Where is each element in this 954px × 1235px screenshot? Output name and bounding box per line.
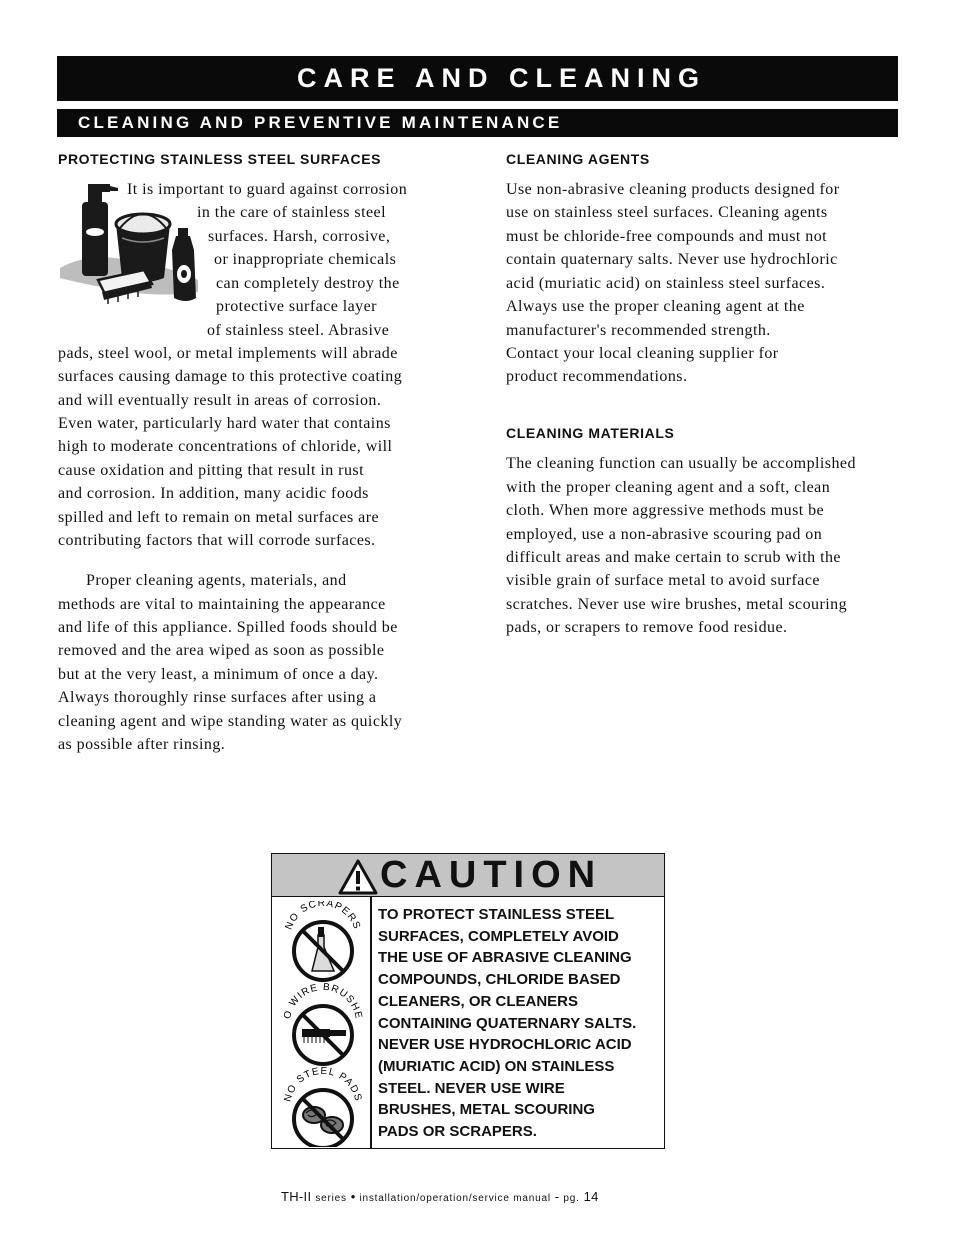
text-line: cause oxidation and pitting that result in rust — [58, 462, 364, 479]
page-number: 14 — [583, 1189, 599, 1204]
text-line: Proper cleaning agents, materials, and — [86, 572, 347, 589]
text-line: can completely destroy the — [216, 275, 400, 292]
caution-divider — [370, 897, 372, 1148]
caution-icons — [278, 901, 368, 1147]
text-line: Even water, particularly hard water that contains — [58, 415, 391, 432]
text-line: Always thoroughly rinse surfaces after using a — [58, 689, 377, 706]
section-title: CARE AND CLEANING — [297, 63, 706, 93]
text-line: contain quaternary salts. Never use hydrochloric — [506, 251, 838, 268]
no-scrapers-icon — [284, 901, 363, 980]
warning-triangle-icon — [338, 859, 378, 895]
no-scrapers-label: NO SCRAPERS — [283, 901, 363, 932]
caution-text — [378, 904, 636, 1143]
caution-title: CAUTION — [380, 854, 603, 896]
caution-text-line: PADS OR SCRAPERS. — [378, 1123, 537, 1141]
text-line: surfaces causing damage to this protective coating — [58, 368, 403, 385]
caution-text-line: STEEL. NEVER USE WIRE — [378, 1079, 565, 1097]
caution-text-line: BRUSHES, METAL SCOURING — [378, 1101, 595, 1119]
text-line: use on stainless steel surfaces. Cleaning agents — [506, 204, 828, 221]
text-line: and corrosion. In addition, many acidic foods — [58, 485, 369, 502]
text-line: scratches. Never use wire brushes, metal scouring — [506, 596, 848, 613]
footer-series: TH-II — [281, 1189, 312, 1204]
subsection-title-bar — [57, 109, 898, 137]
text-line: surfaces. Harsh, corrosive, — [208, 228, 391, 245]
caution-text-line: (MURIATIC ACID) ON STAINLESS — [378, 1057, 615, 1075]
no-steel-pads-label: NO STEEL PADS — [282, 1065, 364, 1104]
footer-bullet: • — [350, 1189, 356, 1204]
caution-text-line: COMPOUNDS, CHLORIDE BASED — [378, 971, 621, 989]
page-footer — [281, 1189, 599, 1204]
text-line: manufacturer's recommended strength. — [506, 322, 771, 339]
text-line: protective surface layer — [216, 298, 377, 315]
caution-text-line: SURFACES, COMPLETELY AVOID — [378, 927, 619, 945]
caution-text-line: CLEANERS, OR CLEANERS — [378, 992, 579, 1010]
caution-box — [271, 853, 665, 1149]
text-line: visible grain of surface metal to avoid surface — [506, 572, 820, 589]
caution-text-line: THE USE OF ABRASIVE CLEANING — [378, 949, 632, 967]
section-title-bar — [57, 56, 898, 101]
text-line: difficult areas and make certain to scrub with the — [506, 549, 841, 566]
text-line: of stainless steel. Abrasive — [207, 322, 390, 339]
text-line: in the care of stainless steel — [197, 204, 386, 221]
footer-dash: - — [554, 1189, 560, 1204]
no-wire-brushes-label: O WIRE BRUSHE — [282, 981, 364, 1021]
protecting-heading: PROTECTING STAINLESS STEEL SURFACES — [58, 151, 382, 167]
text-line: as possible after rinsing. — [58, 736, 226, 753]
text-line: spilled and left to remain on metal surfaces are — [58, 509, 380, 526]
text-line: employed, use a non-abrasive scouring pad on — [506, 526, 823, 543]
text-line: Always use the proper cleaning agent at the — [506, 298, 805, 315]
no-steel-pads-icon — [282, 1066, 363, 1147]
text-line: with the proper cleaning agent and a soft, clean — [506, 479, 831, 496]
text-line: and will eventually result in areas of corrosion. — [58, 392, 382, 409]
text-line: acid (muriatic acid) on stainless steel surfaces. — [506, 275, 826, 292]
text-line: methods are vital to maintaining the appearance — [58, 596, 386, 613]
text-line: pads, steel wool, or metal implements will abrade — [58, 345, 398, 362]
footer-series-word: series — [315, 1193, 347, 1204]
footer-pg: pg. — [563, 1193, 580, 1204]
text-line: but at the very least, a minimum of once a day. — [58, 666, 379, 683]
cleaning-agents-heading: CLEANING AGENTS — [506, 151, 650, 167]
text-line: Use non-abrasive cleaning products designed for — [506, 181, 840, 198]
text-line: and life of this appliance. Spilled foods should be — [58, 619, 398, 636]
text-line: cloth. When more aggressive methods must be — [506, 502, 825, 519]
text-line: high to moderate concentrations of chloride, will — [58, 438, 393, 455]
text-line: It is important to guard against corrosion — [127, 181, 408, 198]
text-line: product recommendations. — [506, 368, 688, 385]
caution-text-line: CONTAINING QUATERNARY SALTS. — [378, 1014, 637, 1032]
caution-text-line: NEVER USE HYDROCHLORIC ACID — [378, 1036, 632, 1054]
cleaning-materials-heading: CLEANING MATERIALS — [506, 425, 675, 441]
text-line: or inappropriate chemicals — [214, 251, 397, 268]
caution-text-line: TO PROTECT STAINLESS STEEL — [378, 906, 615, 923]
cleaning-supplies-icon — [58, 180, 208, 320]
footer-manual: installation/operation/service manual — [359, 1193, 551, 1204]
subsection-title: CLEANING AND PREVENTIVE MAINTENANCE — [78, 113, 563, 132]
text-line: pads, or scrapers to remove food residue. — [506, 619, 788, 636]
text-line: contributing factors that will corrode surfaces. — [58, 532, 376, 549]
caution-header — [272, 854, 664, 897]
text-line: Contact your local cleaning supplier for — [506, 345, 779, 362]
text-line: removed and the area wiped as soon as possible — [58, 642, 385, 659]
text-line: cleaning agent and wipe standing water as quickly — [58, 713, 403, 730]
text-line: must be chloride-free compounds and must not — [506, 228, 828, 245]
text-line: The cleaning function can usually be accomplished — [506, 455, 856, 472]
